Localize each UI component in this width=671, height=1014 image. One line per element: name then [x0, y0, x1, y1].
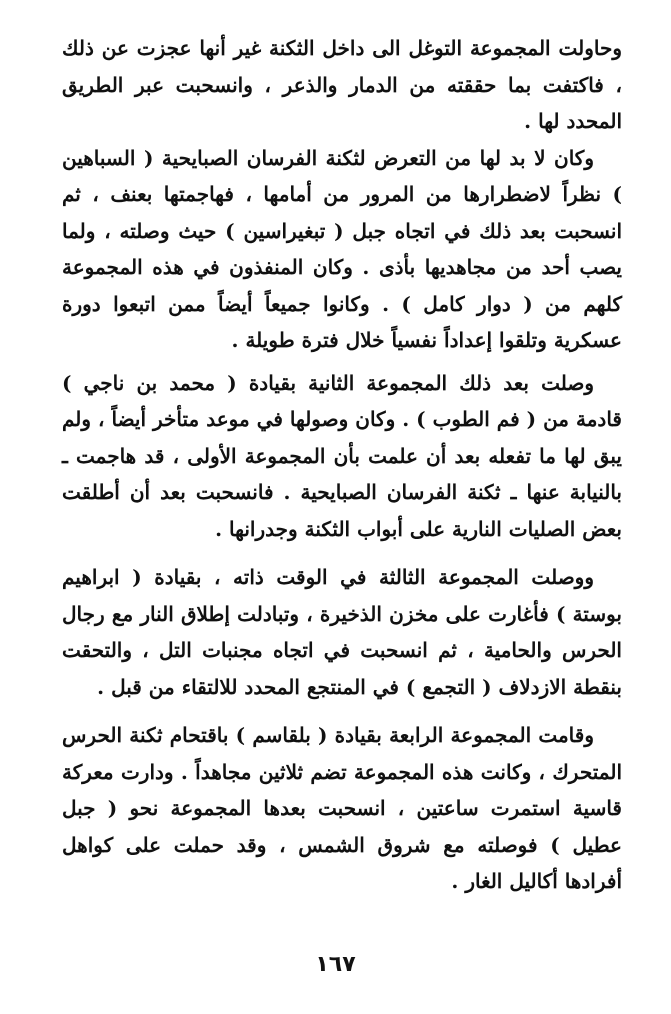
paragraph-4: ووصلت المجموعة الثالثة في الوقت ذاته ، بقيادة ( ابراهيم بوستة ) فأغارت على مخزن الذخيرة ، وتبادلت إطلاق النار مع رجال الحرس والحامية ، ثم انسحبت في اتجاه مجنبات التل ، والتحقت بنقطة الازدلاف ( التجمع ) في المنتجع المحدد للالتقاء من قبل . [62, 565, 622, 699]
page-number: ١٦٧ [315, 952, 356, 977]
page-body-text [62, 30, 622, 900]
paragraph-2: وكان لا بد لها من التعرض لثكنة الفرسان الصبايحية ( السباهين ) نظراً لاضطرارها من المرور من أمامها ، فهاجمتها بعنف ، ثم انسحبت بعد ذلك في اتجاه جبل ( تبغيراسين ) حيث وصلته ، ولما يصب أحد من مجاهديها بأذى . وكان المنفذون في هذه المجموعة كلهم من ( دوار كامل ) . وكانوا جميعاً أيضاً ممن اتبعوا دورة عسكرية وتلقوا إعداداً نفسياً خلال فترة طويلة . [62, 145, 622, 352]
paragraph-3: وصلت بعد ذلك المجموعة الثانية بقيادة ( محمد بن ناجي ) قادمة من ( فم الطوب ) . وكان وصولها في موعد متأخر أيضاً ، ولم يبق لها ما تفعله بعد أن علمت بأن المجموعة الأولى ، قد هاجمت ـ بالنيابة عنها ـ ثكنة الفرسان الصبايحية . فانسحبت بعد أن أطلقت بعض الصليات النارية على أبواب الثكنة وجدرانها . [62, 370, 622, 541]
paragraph-5: وقامت المجموعة الرابعة بقيادة ( بلقاسم ) باقتحام ثكنة الحرس المتحرك ، وكانت هذه المجموعة تضم ثلاثين مجاهداً . ودارت معركة قاسية استمرت ساعتين ، انسحبت بعدها المجموعة نحو ( جبل عطيل ) فوصلته مع شروق الشمس ، وقد حملت على كواهل أفرادها أكاليل الغار . [62, 723, 622, 893]
paragraph-1: وحاولت المجموعة التوغل الى داخل الثكنة غير أنها عجزت عن ذلك ، فاكتفت بما حققته من الدمار والذعر ، وانسحبت عبر الطريق المحدد لها . [62, 36, 622, 133]
